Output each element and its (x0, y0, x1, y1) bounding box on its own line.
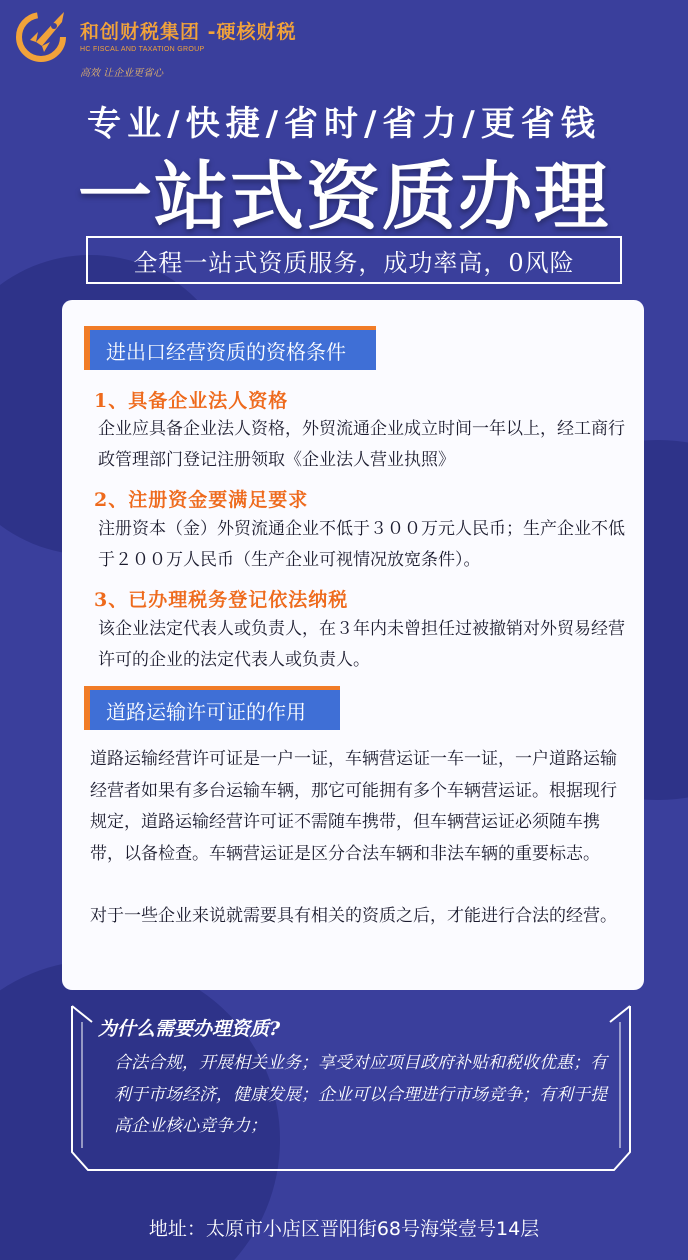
tagline-box (86, 236, 622, 284)
section-title: 道路运输许可证的作用 (106, 699, 306, 724)
company-logo (14, 8, 297, 62)
road-permit-paragraph: 对于一些企业来说就需要具有相关的资质之后，才能进行合法的经营。 (90, 906, 617, 926)
requirement-body: 注册资本（金）外贸流通企业不低于３００万元人民币；生产企业不低于２００万人民币（生产企业可视情况放宽条件）。 (98, 519, 625, 570)
requirement-title: 1、具备企业法人资格 (94, 390, 289, 412)
section-header-road-permit (84, 686, 340, 730)
address: 地址：太原市小店区晋阳街68号海棠壹号14层 (148, 1218, 540, 1240)
slogan: 高效 让企业更省心 (80, 68, 164, 79)
section-header-qualification (84, 326, 376, 370)
headline-main: 一站式资质办理 (78, 154, 610, 240)
content-card (62, 300, 644, 990)
road-permit-paragraph: 道路运输经营许可证是一户一证，车辆营运证一车一证，一户道路运输经营者如果有多台运输车辆，那它可能拥有多个车辆营运证。根据现行规定，道路运输经营许可证不需随车携带，但车辆营运证必须随车携带，以备检查。车辆营运证是区分合法车辆和非法车辆的重要标志。 (90, 749, 617, 864)
headline-features: 专业/快捷/省时/省力/更省钱 (87, 104, 601, 144)
logo-subtitle: HC FISCAL AND TAXATION GROUP (80, 46, 205, 53)
why-title: 为什么需要办理资质? (98, 1018, 281, 1040)
why-box (68, 1002, 634, 1172)
tagline: 全程一站式资质服务，成功率高，0风险 (133, 248, 575, 277)
requirement-title: 2、注册资金要满足要求 (94, 489, 309, 511)
rocket-logo-icon (14, 8, 72, 62)
why-body: 合法合规，开展相关业务；享受对应项目政府补贴和税收优惠；有利于市场经济，健康发展；企业可以合理进行市场竞争；有利于提高企业核心竞争力； (114, 1053, 607, 1136)
requirement-body: 该企业法定代表人或负责人，在３年内未曾担任过被撤销对外贸易经营许可的企业的法定代表人或负责人。 (98, 619, 625, 670)
section-title: 进出口经营资质的资格条件 (106, 339, 346, 364)
requirement-body: 企业应具备企业法人资格，外贸流通企业成立时间一年以上，经工商行政管理部门登记注册领取《企业法人营业执照》 (98, 419, 625, 470)
logo-title: 和创财税集团 -硬核财税 (80, 21, 297, 43)
requirement-title: 3、已办理税务登记依法纳税 (94, 589, 349, 611)
